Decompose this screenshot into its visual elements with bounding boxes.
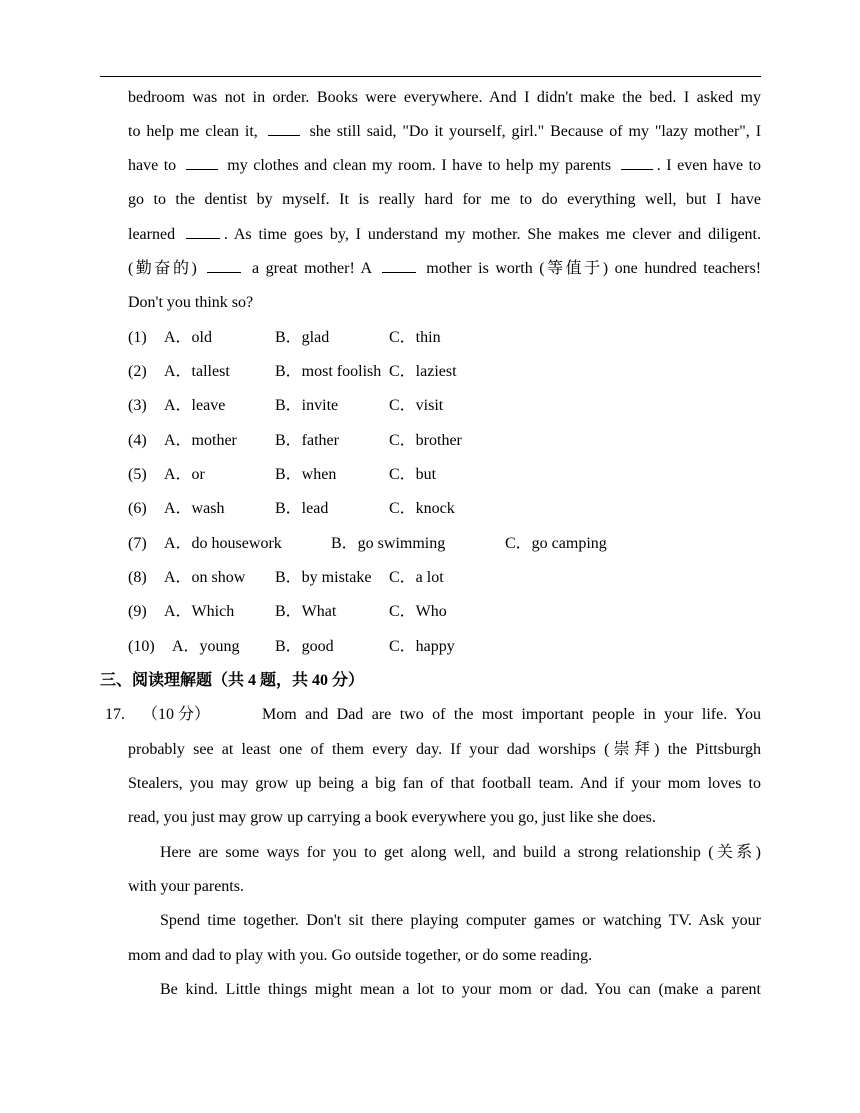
- option-c[interactable]: C．but: [389, 466, 437, 483]
- passage-line-5: [128, 218, 761, 252]
- question-number: (10): [128, 638, 155, 655]
- passage-line-2: [128, 115, 761, 149]
- option-c[interactable]: C．visit: [389, 397, 444, 414]
- option-b[interactable]: B．good: [275, 638, 334, 655]
- question-number: (4): [128, 432, 147, 449]
- passage-text: she still said, "Do it yourself, girl." Because of my "lazy mother", I: [309, 123, 762, 140]
- passage-text: mother is worth (等值于) one hundred teachers!: [426, 260, 762, 277]
- option-b[interactable]: B．father: [275, 432, 339, 449]
- option-a[interactable]: A．tallest: [164, 363, 230, 380]
- option-c[interactable]: C．thin: [389, 329, 441, 346]
- section-heading: 三、阅读理解题（共 4 题，共 40 分）: [100, 672, 365, 689]
- option-b[interactable]: B．by mistake: [275, 569, 372, 586]
- option-a[interactable]: A．mother: [164, 432, 237, 449]
- passage-line-4: [128, 183, 761, 217]
- answer-blank: [621, 155, 653, 170]
- passage-line-1: [128, 81, 761, 115]
- option-c[interactable]: C．laziest: [389, 363, 457, 380]
- option-b[interactable]: B．most foolish: [275, 363, 382, 380]
- passage-line-6: [128, 252, 761, 286]
- option-c[interactable]: C．happy: [389, 638, 455, 655]
- passage-text: learned: [128, 226, 176, 243]
- q17-line-4: read, you just may grow up carrying a book everywhere you go, just like she does.: [128, 809, 656, 826]
- passage-line-7: [128, 286, 761, 320]
- q17-line-2: probably see at least one of them every day. If your dad worships (崇拜) the Pittsburgh: [128, 741, 761, 758]
- passage-text: (勤奋的): [128, 260, 197, 277]
- q17-line-8: mom and dad to play with you. Go outside together, or do some reading.: [128, 947, 593, 964]
- answer-blank: [268, 121, 300, 136]
- option-b[interactable]: B．What: [275, 603, 337, 620]
- answer-blank: [382, 258, 416, 273]
- passage-text: Don't you think so?: [128, 294, 254, 311]
- option-c[interactable]: C．a lot: [389, 569, 444, 586]
- question-number: (1): [128, 329, 147, 346]
- answer-blank: [186, 224, 220, 239]
- option-a[interactable]: A．do housework: [164, 535, 282, 552]
- answer-blank: [207, 258, 241, 273]
- passage-text: to help me clean it,: [128, 123, 258, 140]
- passage-text: bedroom was not in order. Books were everywhere. And I didn't make the bed. I asked my: [128, 89, 761, 106]
- passage-text: . I even have to: [656, 157, 762, 174]
- option-c[interactable]: C．knock: [389, 500, 455, 517]
- passage-text: . As time goes by, I understand my mother. She makes me clever and diligent.: [223, 226, 761, 243]
- option-a[interactable]: A．Which: [164, 603, 235, 620]
- option-a[interactable]: A．or: [164, 466, 205, 483]
- q17-line-5: Here are some ways for you to get along well, and build a strong relationship (关系): [160, 844, 761, 861]
- option-b[interactable]: B．invite: [275, 397, 339, 414]
- q17-line-7: Spend time together. Don't sit there playing computer games or watching TV. Ask your: [160, 912, 761, 929]
- question-number: (6): [128, 500, 147, 517]
- question-number: (2): [128, 363, 147, 380]
- question-number: (9): [128, 603, 147, 620]
- option-a[interactable]: A．young: [172, 638, 240, 655]
- passage-text: have to: [128, 157, 177, 174]
- header-rule: [100, 76, 761, 77]
- option-c[interactable]: C．Who: [389, 603, 447, 620]
- q17-line-9: Be kind. Little things might mean a lot to your mom or dad. You can (make a parent: [160, 981, 761, 998]
- question-17-score: （10 分）: [142, 706, 211, 723]
- option-a[interactable]: A．on show: [164, 569, 246, 586]
- question-number: (8): [128, 569, 147, 586]
- option-c[interactable]: C．brother: [389, 432, 462, 449]
- option-c[interactable]: C．go camping: [505, 535, 607, 552]
- option-b[interactable]: B．go swimming: [331, 535, 446, 552]
- passage-text: go to the dentist by myself. It is really hard for me to do everything well, but I have: [128, 191, 761, 208]
- option-a[interactable]: A．leave: [164, 397, 226, 414]
- answer-blank: [186, 155, 218, 170]
- q17-line-1: Mom and Dad are two of the most important people in your life. You: [262, 706, 761, 723]
- option-a[interactable]: A．old: [164, 329, 213, 346]
- question-number: (7): [128, 535, 147, 552]
- q17-line-6: with your parents.: [128, 878, 244, 895]
- q17-line-3: Stealers, you may grow up being a big fan of that football team. And if your mom loves to: [128, 775, 761, 792]
- option-b[interactable]: B．glad: [275, 329, 330, 346]
- option-a[interactable]: A．wash: [164, 500, 225, 517]
- question-number: (3): [128, 397, 147, 414]
- passage-text: a great mother! A: [251, 260, 372, 277]
- question-number: (5): [128, 466, 147, 483]
- question-17-number: 17.: [105, 706, 125, 723]
- option-b[interactable]: B．when: [275, 466, 337, 483]
- passage-line-3: [128, 149, 761, 183]
- option-b[interactable]: B．lead: [275, 500, 329, 517]
- passage-text: my clothes and clean my room. I have to help my parents: [227, 157, 612, 174]
